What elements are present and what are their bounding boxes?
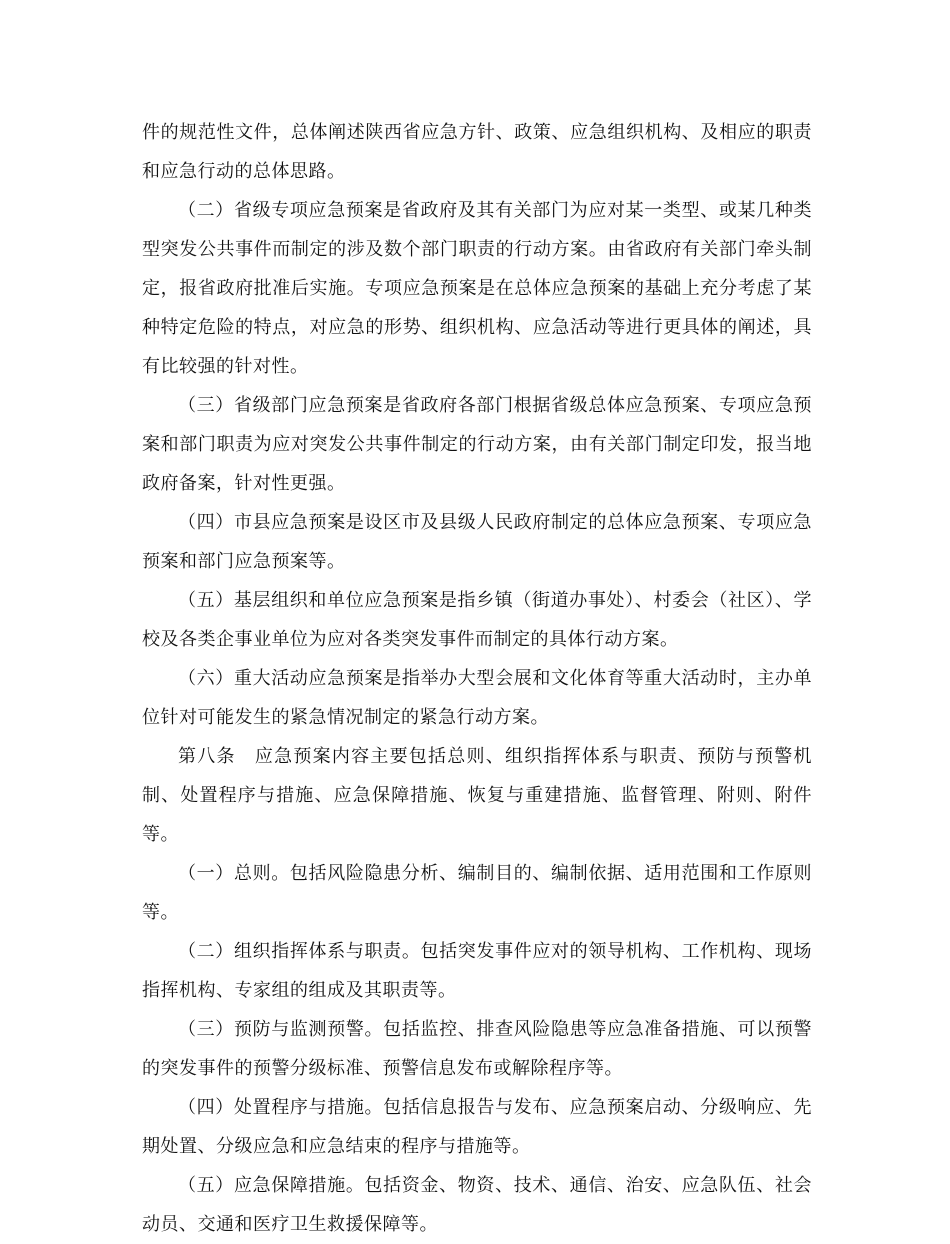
paragraph-grassroots-plan: （五）基层组织和单位应急预案是指乡镇（街道办事处）、村委会（社区）、学校及各类企事业单位为应对各类突发事件而制定的具体行动方案。 bbox=[142, 590, 812, 650]
paragraph-provincial-special-plan: （二）省级专项应急预案是省政府及其有关部门为应对某一类型、或某几种类型突发公共事件而制定的涉及数个部门职责的行动方案。由省政府有关部门牵头制定，报省政府批准后实施。专项应急预案是在总体应急预案的基础上充分考虑了某种特定危险的特点，对应急的形势、组织机构、应急活动等进行更具体的阐述，具有比较强的针对性。 bbox=[142, 200, 812, 377]
paragraph-support-measures: （五）应急保障措施。包括资金、物资、技术、通信、治安、应急队伍、社会动员、交通和医疗卫生救援保障等。 bbox=[142, 1175, 812, 1235]
paragraph-major-event-plan: （六）重大活动应急预案是指举办大型会展和文化体育等重大活动时，主办单位针对可能发生的紧急情况制定的紧急行动方案。 bbox=[142, 668, 812, 728]
paragraph-disposal-procedure: （四）处置程序与措施。包括信息报告与发布、应急预案启动、分级响应、先期处置、分级应急和应急结束的程序与措施等。 bbox=[142, 1097, 812, 1157]
paragraph-command-system: （二）组织指挥体系与职责。包括突发事件应对的领导机构、工作机构、现场指挥机构、专家组的组成及其职责等。 bbox=[142, 941, 812, 1001]
paragraph-prevention-warning: （三）预防与监测预警。包括监控、排查风险隐患等应急准备措施、可以预警的突发事件的预警分级标准、预警信息发布或解除程序等。 bbox=[142, 1019, 812, 1079]
paragraph-article-eight: 第八条 应急预案内容主要包括总则、组织指挥体系与职责、预防与预警机制、处置程序与措施、应急保障措施、恢复与重建措施、监督管理、附则、附件等。 bbox=[142, 746, 812, 845]
paragraph-general-provisions: （一）总则。包括风险隐患分析、编制目的、编制依据、适用范围和工作原则等。 bbox=[142, 863, 812, 923]
document-body bbox=[142, 113, 812, 1244]
paragraph-continuation: 件的规范性文件，总体阐述陕西省应急方针、政策、应急组织机构、及相应的职责和应急行动的总体思路。 bbox=[142, 122, 812, 182]
paragraph-provincial-department-plan: （三）省级部门应急预案是省政府各部门根据省级总体应急预案、专项应急预案和部门职责为应对突发公共事件制定的行动方案，由有关部门制定印发，报当地政府备案，针对性更强。 bbox=[142, 395, 812, 494]
paragraph-city-county-plan: （四）市县应急预案是设区市及县级人民政府制定的总体应急预案、专项应急预案和部门应急预案等。 bbox=[142, 512, 812, 572]
